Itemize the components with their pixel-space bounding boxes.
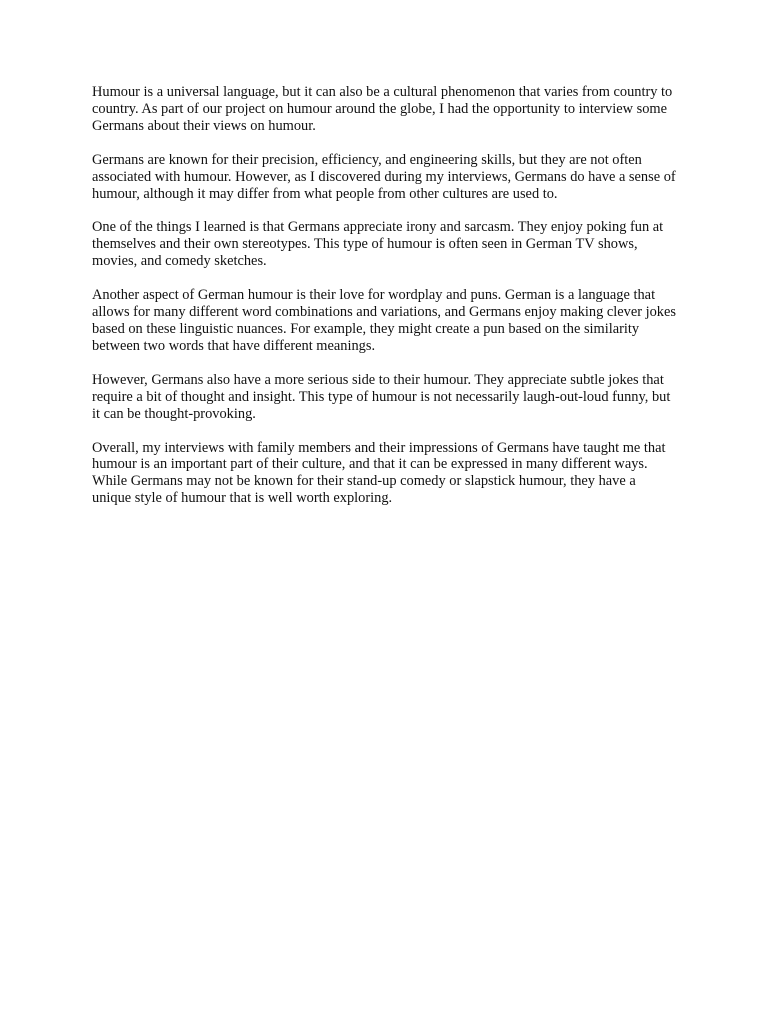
paragraph-intro: Humour is a universal language, but it can also be a cultural phenomenon that varies from country to country. As part of our project on humour around the globe, I had the opportunity to interview some Germans about their views on humour. — [92, 84, 673, 134]
paragraph-irony-sarcasm: One of the things I learned is that Germans appreciate irony and sarcasm. They enjoy poking fun at themselves and their own stereotypes. This type of humour is often seen in German TV shows, movies, and comedy sketches. — [92, 219, 664, 270]
paragraph-serious-side: However, Germans also have a more serious side to their humour. They appreciate subtle jokes that require a bit of thought and insight. This type of humour is not necessarily laugh-out-loud funny, but it can be thought-provoking. — [92, 371, 671, 422]
paragraph-german-reputation: Germans are known for their precision, efficiency, and engineering skills, but they are not often associated with humour. However, as I discovered during my interviews, Germans do have a sense of humour, although it may differ from what people from other cultures are used to. — [92, 151, 676, 202]
paragraph-conclusion: Overall, my interviews with family members and their impressions of Germans have taught me that humour is an important part of their culture, and that it can be expressed in many different ways. While Germans may not be known for their stand-up comedy or slapstick humour, they have a unique style of humour that is well worth exploring. — [92, 439, 666, 507]
paragraph-wordplay-puns: Another aspect of German humour is their love for wordplay and puns. German is a language that allows for many different word combinations and variations, and Germans enjoy making clever jokes based on these linguistic nuances. For example, they might create a pun based on the similarity between two words that have different meanings. — [92, 287, 676, 354]
document-body — [92, 84, 678, 524]
